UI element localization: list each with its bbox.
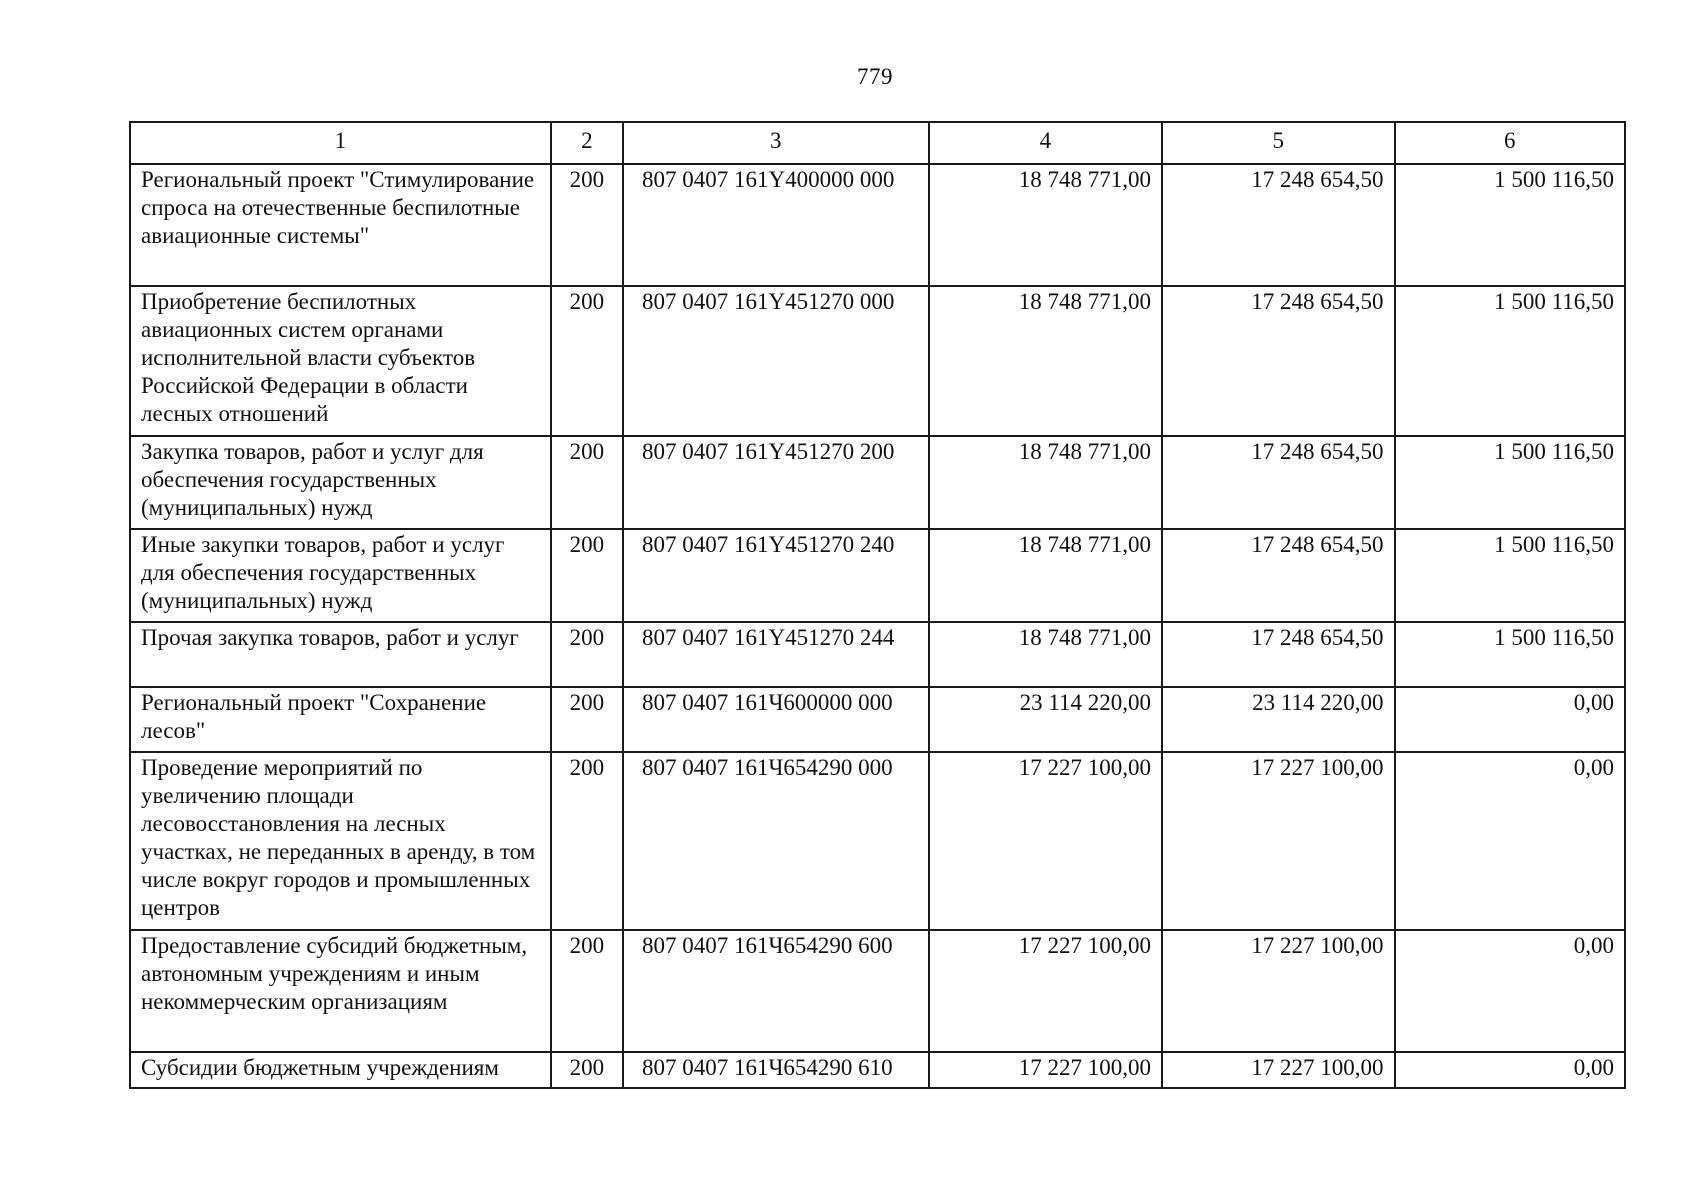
item-code: 200	[551, 436, 623, 529]
item-value-col4: 17 227 100,00	[929, 1052, 1162, 1088]
table-row	[130, 752, 1625, 930]
item-name: Предоставление субсидий бюджетным, автономным учреждениям и иным некоммерческим организациям	[130, 930, 551, 1052]
item-value-col6: 0,00	[1395, 930, 1626, 1052]
table-row	[130, 286, 1625, 436]
item-classification-code: 807 0407 161Ч654290 600	[623, 930, 929, 1052]
item-value-col6: 1 500 116,50	[1395, 622, 1626, 687]
item-classification-code: 807 0407 161Y451270 240	[623, 529, 929, 622]
item-code: 200	[551, 286, 623, 436]
item-value-col6: 0,00	[1395, 1052, 1626, 1088]
column-header: 4	[929, 122, 1162, 164]
item-value-col4: 18 748 771,00	[929, 529, 1162, 622]
item-value-col4: 17 227 100,00	[929, 752, 1162, 930]
item-name: Региональный проект "Стимулирование спроса на отечественные беспилотные авиационные системы"	[130, 164, 551, 286]
item-classification-code: 807 0407 161Ч654290 610	[623, 1052, 929, 1088]
item-name: Субсидии бюджетным учреждениям	[130, 1052, 551, 1088]
item-classification-code: 807 0407 161Y451270 200	[623, 436, 929, 529]
item-name: Иные закупки товаров, работ и услуг для обеспечения государственных (муниципальных) нужд	[130, 529, 551, 622]
column-header: 6	[1395, 122, 1626, 164]
item-value-col5: 17 227 100,00	[1162, 752, 1394, 930]
item-classification-code: 807 0407 161Y400000 000	[623, 164, 929, 286]
item-value-col4: 17 227 100,00	[929, 930, 1162, 1052]
table-row	[130, 164, 1625, 286]
item-classification-code: 807 0407 161Ч654290 000	[623, 752, 929, 930]
item-value-col5: 17 248 654,50	[1162, 529, 1394, 622]
item-value-col5: 17 248 654,50	[1162, 622, 1394, 687]
column-header: 2	[551, 122, 623, 164]
table-row	[130, 436, 1625, 529]
item-name: Приобретение беспилотных авиационных систем органами исполнительной власти субъектов Российской Федерации в области лесных отношений	[130, 286, 551, 436]
item-name: Региональный проект "Сохранение лесов"	[130, 687, 551, 752]
table-row	[130, 687, 1625, 752]
table-row	[130, 622, 1625, 687]
item-classification-code: 807 0407 161Y451270 000	[623, 286, 929, 436]
item-value-col6: 1 500 116,50	[1395, 436, 1626, 529]
item-code: 200	[551, 622, 623, 687]
item-value-col4: 18 748 771,00	[929, 164, 1162, 286]
item-code: 200	[551, 752, 623, 930]
item-code: 200	[551, 687, 623, 752]
table-row	[130, 529, 1625, 622]
item-value-col6: 0,00	[1395, 687, 1626, 752]
item-value-col4: 23 114 220,00	[929, 687, 1162, 752]
page-number: 779	[857, 64, 893, 89]
item-name: Прочая закупка товаров, работ и услуг	[130, 622, 551, 687]
column-header: 1	[130, 122, 551, 164]
item-code: 200	[551, 164, 623, 286]
item-name: Проведение мероприятий по увеличению площади лесовосстановления на лесных участках, не переданных в аренду, в том числе вокруг городов и промышленных центров	[130, 752, 551, 930]
item-value-col5: 17 248 654,50	[1162, 436, 1394, 529]
item-value-col5: 17 227 100,00	[1162, 930, 1394, 1052]
item-value-col6: 1 500 116,50	[1395, 286, 1626, 436]
table-row	[130, 1052, 1625, 1088]
item-value-col5: 17 248 654,50	[1162, 286, 1394, 436]
item-value-col6: 1 500 116,50	[1395, 529, 1626, 622]
item-value-col4: 18 748 771,00	[929, 286, 1162, 436]
column-header: 5	[1162, 122, 1394, 164]
item-value-col4: 18 748 771,00	[929, 436, 1162, 529]
item-value-col6: 0,00	[1395, 752, 1626, 930]
item-value-col5: 17 248 654,50	[1162, 164, 1394, 286]
item-code: 200	[551, 529, 623, 622]
item-value-col5: 17 227 100,00	[1162, 1052, 1394, 1088]
item-name: Закупка товаров, работ и услуг для обеспечения государственных (муниципальных) нужд	[130, 436, 551, 529]
column-header: 3	[623, 122, 929, 164]
item-value-col4: 18 748 771,00	[929, 622, 1162, 687]
item-value-col5: 23 114 220,00	[1162, 687, 1394, 752]
item-classification-code: 807 0407 161Ч600000 000	[623, 687, 929, 752]
item-value-col6: 1 500 116,50	[1395, 164, 1626, 286]
item-code: 200	[551, 930, 623, 1052]
item-code: 200	[551, 1052, 623, 1088]
budget-table	[129, 121, 1626, 1089]
table-row	[130, 930, 1625, 1052]
header-row	[130, 122, 1625, 164]
item-classification-code: 807 0407 161Y451270 244	[623, 622, 929, 687]
